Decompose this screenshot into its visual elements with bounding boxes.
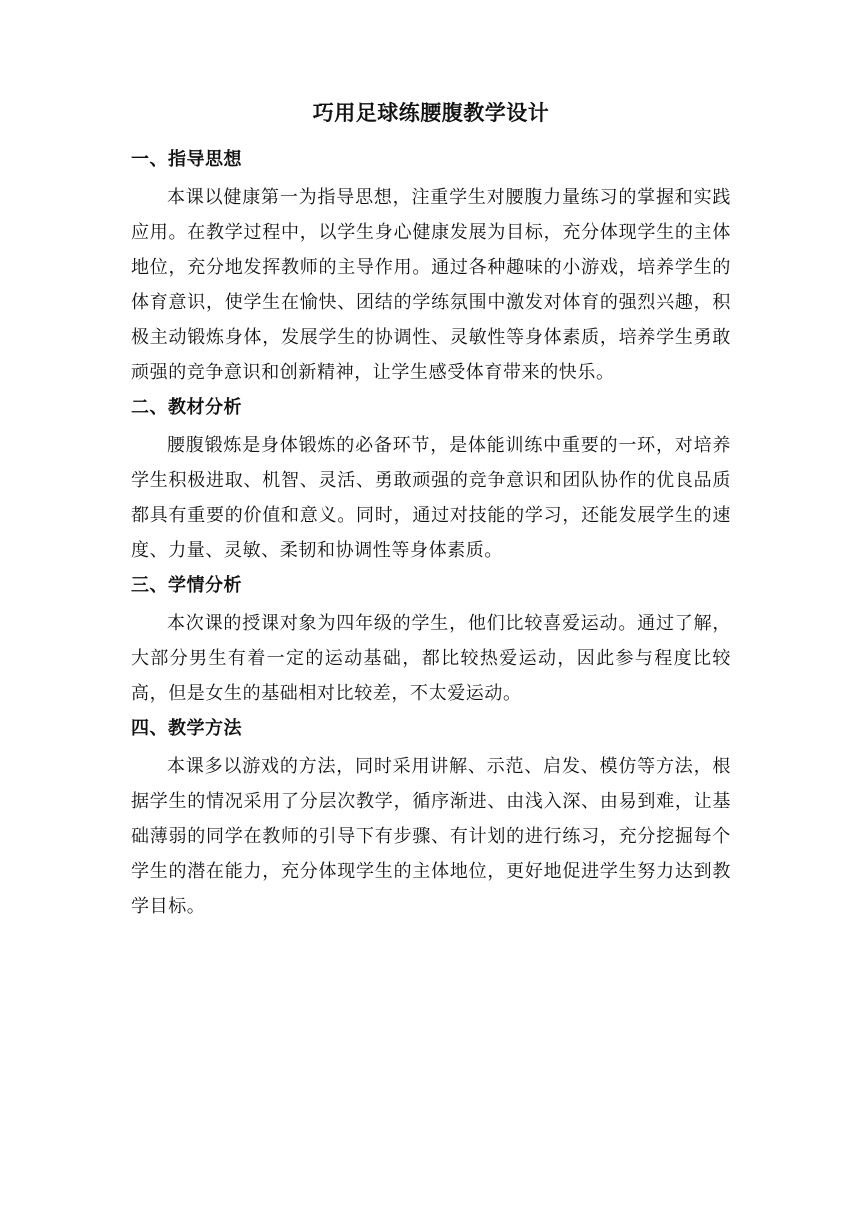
section-learner-analysis: [131, 568, 731, 711]
document-title: 巧用足球练腰腹教学设计: [312, 100, 550, 125]
section-paragraph: 本次课的授课对象为四年级的学生，他们比较喜爱运动。通过了解，大部分男生有着一定的运动基础，都比较热爱运动，因此参与程度比较高，但是女生的基础相对比较差，不太爱运动。: [131, 613, 731, 704]
section-teaching-methods: [131, 711, 731, 924]
section-heading: 三、学情分析: [131, 575, 242, 596]
section-guiding-ideology: [131, 142, 731, 390]
section-heading: 一、指导思想: [131, 149, 242, 170]
section-paragraph: 腰腹锻炼是身体锻炼的必备环节，是体能训练中重要的一环，对培养学生积极进取、机智、灵活、勇敢顽强的竞争意识和团队协作的优良品质都具有重要的价值和意义。同时，通过对技能的学习，还能发展学生的速度、力量、灵敏、柔韧和协调性等身体素质。: [131, 435, 731, 561]
document-page: [131, 98, 731, 924]
section-heading: 二、教材分析: [131, 397, 242, 418]
section-heading: 四、教学方法: [131, 718, 242, 739]
section-paragraph: 本课多以游戏的方法，同时采用讲解、示范、启发、模仿等方法，根据学生的情况采用了分层次教学，循序渐进、由浅入深、由易到难，让基础薄弱的同学在教师的引导下有步骤、有计划的进行练习，充分挖掘每个学生的潜在能力，充分体现学生的主体地位，更好地促进学生努力达到教学目标。: [131, 756, 731, 917]
section-paragraph: 本课以健康第一为指导思想，注重学生对腰腹力量练习的掌握和实践应用。在教学过程中，以学生身心健康发展为目标，充分体现学生的主体地位，充分地发挥教师的主导作用。通过各种趣味的小游戏，培养学生的体育意识，使学生在愉快、团结的学练氛围中激发对体育的强烈兴趣，积极主动锻炼身体，发展学生的协调性、灵敏性等身体素质，培养学生勇敢顽强的竞争意识和创新精神，让学生感受体育带来的快乐。: [131, 187, 731, 383]
section-material-analysis: [131, 390, 731, 568]
